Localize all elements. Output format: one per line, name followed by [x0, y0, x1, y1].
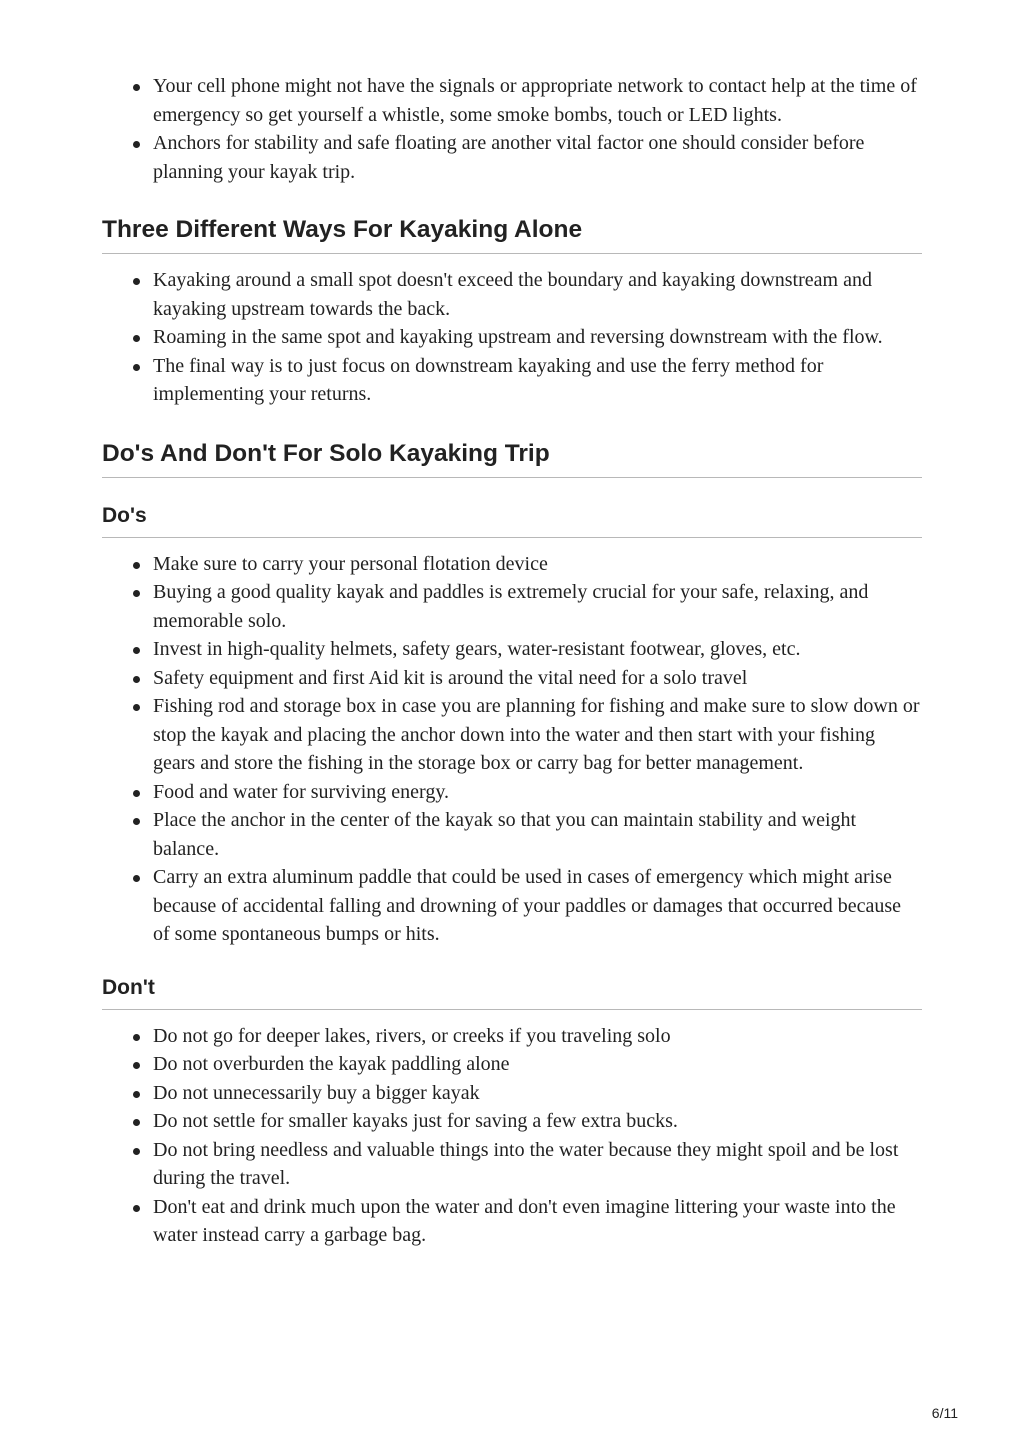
- list-item: Do not overburden the kayak paddling alone: [102, 1050, 922, 1079]
- donts-list: [102, 1022, 922, 1250]
- list-item: Kayaking around a small spot doesn't exceed the boundary and kayaking downstream and kayaking upstream towards the back.: [102, 266, 922, 323]
- intro-list: [102, 72, 922, 186]
- list-item: Your cell phone might not have the signals or appropriate network to contact help at the time of emergency so get yourself a whistle, some smoke bombs, touch or LED lights.: [102, 72, 922, 129]
- list-item: Buying a good quality kayak and paddles is extremely crucial for your safe, relaxing, and memorable solo.: [102, 578, 922, 635]
- list-item: Make sure to carry your personal flotation device: [102, 550, 922, 579]
- section-heading-dos-donts: Do's And Don't For Solo Kayaking Trip: [102, 440, 922, 478]
- list-item: Do not unnecessarily buy a bigger kayak: [102, 1079, 922, 1108]
- subheading-donts: Don't: [102, 976, 922, 1010]
- list-item: Fishing rod and storage box in case you are planning for fishing and make sure to slow down or stop the kayak and placing the anchor down into the water and then start with your fishing gears and store the fishing in the storage box or carry bag for better management.: [102, 692, 922, 778]
- list-item: Don't eat and drink much upon the water and don't even imagine littering your waste into the water instead carry a garbage bag.: [102, 1193, 922, 1250]
- page-number: 6/11: [931, 1405, 958, 1421]
- list-item: Do not bring needless and valuable things into the water because they might spoil and be lost during the travel.: [102, 1136, 922, 1193]
- list-item: Anchors for stability and safe floating are another vital factor one should consider before planning your kayak trip.: [102, 129, 922, 186]
- list-item: The final way is to just focus on downstream kayaking and use the ferry method for implementing your returns.: [102, 352, 922, 409]
- dos-list: [102, 550, 922, 949]
- list-item: Food and water for surviving energy.: [102, 778, 922, 807]
- list-item: Do not go for deeper lakes, rivers, or creeks if you traveling solo: [102, 1022, 922, 1051]
- list-item: Place the anchor in the center of the kayak so that you can maintain stability and weight balance.: [102, 806, 922, 863]
- list-item: Carry an extra aluminum paddle that could be used in cases of emergency which might arise because of accidental falling and drowning of your paddles or damages that occurred because of some spontaneous bumps or hits.: [102, 863, 922, 949]
- list-item: Roaming in the same spot and kayaking upstream and reversing downstream with the flow.: [102, 323, 922, 352]
- three-ways-list: [102, 266, 922, 409]
- list-item: Invest in high-quality helmets, safety gears, water-resistant footwear, gloves, etc.: [102, 635, 922, 664]
- list-item: Safety equipment and first Aid kit is around the vital need for a solo travel: [102, 664, 922, 693]
- subheading-dos: Do's: [102, 504, 922, 538]
- list-item: Do not settle for smaller kayaks just for saving a few extra bucks.: [102, 1107, 922, 1136]
- section-heading-three-ways: Three Different Ways For Kayaking Alone: [102, 216, 922, 254]
- document-page: [102, 72, 922, 1250]
